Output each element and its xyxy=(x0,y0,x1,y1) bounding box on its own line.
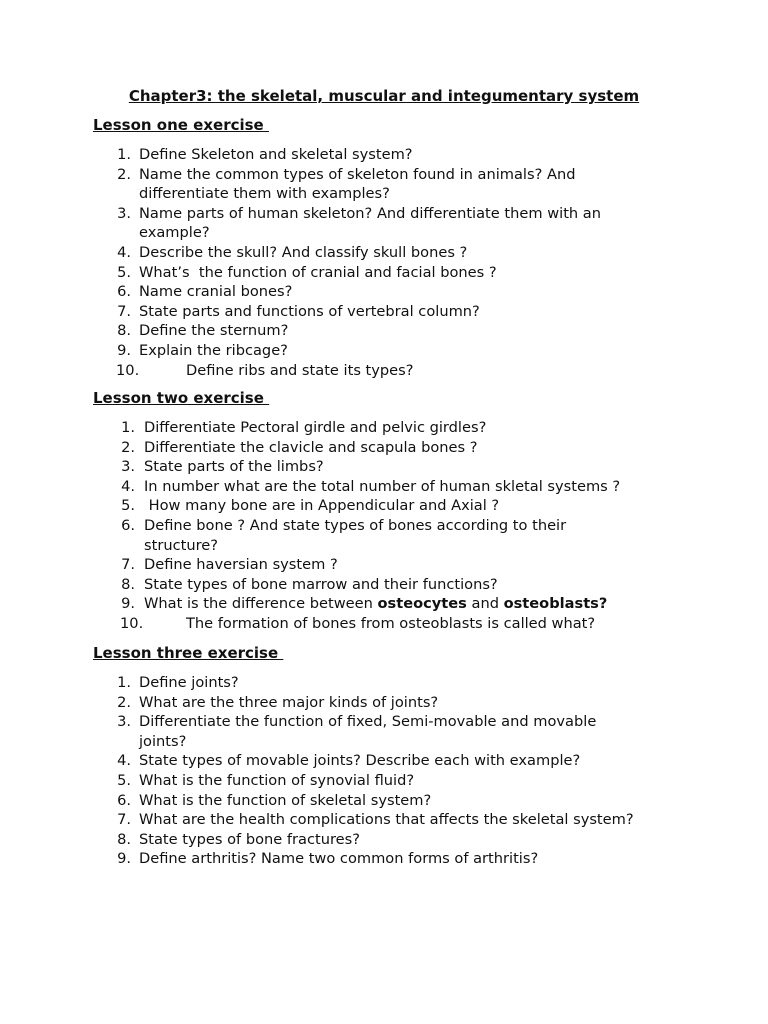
question-text: Define bone ? And state types of bones according to their structure? xyxy=(144,516,567,554)
item-number: 6. xyxy=(117,791,131,809)
list-item xyxy=(0,438,768,458)
list-item xyxy=(0,614,768,634)
list-item xyxy=(0,810,768,830)
item-number: 3. xyxy=(121,458,135,476)
question-text: Differentiate Pectoral girdle and pelvic girdles? xyxy=(144,419,487,436)
list-item xyxy=(0,165,768,204)
list-item xyxy=(0,791,768,811)
list-item xyxy=(0,243,768,263)
question-text: Define Skeleton and skeletal system? xyxy=(139,146,413,163)
question-text: Define joints? xyxy=(139,674,239,691)
list-item xyxy=(0,341,768,361)
list-item xyxy=(0,418,768,438)
item-number: 10. xyxy=(120,614,144,632)
list-item xyxy=(0,712,768,751)
item-number: 2. xyxy=(117,693,131,711)
question-text: How many bone are in Appendicular and Axial ? xyxy=(144,497,500,515)
question-text: State types of movable joints? Describe each with example? xyxy=(139,752,581,770)
lesson-one-questions xyxy=(0,145,768,380)
item-number: 3. xyxy=(117,204,131,222)
item-number: 4. xyxy=(117,243,131,261)
item-number: 8. xyxy=(121,575,135,593)
list-item xyxy=(0,575,768,595)
question-text: What is the function of skeletal system? xyxy=(139,791,432,809)
item-number: 3. xyxy=(117,713,131,731)
list-item xyxy=(0,282,768,302)
item-number: 9. xyxy=(117,850,131,868)
item-number: 10. xyxy=(116,361,140,379)
item-number: 1. xyxy=(117,146,131,163)
lesson-two-heading: Lesson two exercise xyxy=(93,389,270,407)
list-item xyxy=(0,555,768,575)
item-number: 7. xyxy=(117,811,131,829)
question-text: Explain the ribcage? xyxy=(139,341,288,359)
list-item xyxy=(0,321,768,341)
list-item xyxy=(0,496,768,516)
question-text: State types of bone marrow and their functions? xyxy=(144,575,498,593)
lesson-three-heading: Lesson three exercise xyxy=(93,644,284,662)
item-number: 9. xyxy=(117,341,131,359)
question-text-part: What is the difference between xyxy=(144,595,378,613)
question-text: Differentiate the clavicle and scapula bones ? xyxy=(144,438,478,456)
question-text: Define ribs and state its types? xyxy=(186,361,414,379)
question-text: Describe the skull? And classify skull bones ? xyxy=(139,243,468,261)
question-text: State parts of the limbs? xyxy=(144,458,324,476)
item-number: 4. xyxy=(121,477,135,495)
question-text: State types of bone fractures? xyxy=(139,830,360,848)
question-text xyxy=(144,594,684,614)
question-text: The formation of bones from osteoblasts is called what? xyxy=(186,614,596,632)
question-text: Define the sternum? xyxy=(139,322,289,340)
lesson-two-questions xyxy=(0,418,768,634)
item-number: 6. xyxy=(121,516,135,534)
list-item xyxy=(0,204,768,243)
bold-term-osteoblasts: osteoblasts? xyxy=(503,595,608,613)
question-text: What’s the function of cranial and facial bones ? xyxy=(139,263,497,281)
question-text-part: and xyxy=(466,595,504,613)
item-number: 1. xyxy=(121,419,135,436)
item-number: 4. xyxy=(117,752,131,770)
list-item xyxy=(0,516,768,555)
item-number: 7. xyxy=(117,302,131,320)
item-number: 5. xyxy=(117,771,131,789)
question-text: State parts and functions of vertebral column? xyxy=(139,302,480,320)
page-title: Chapter3: the skeletal, muscular and integumentary system xyxy=(128,87,640,105)
list-item xyxy=(0,751,768,771)
item-number: 1. xyxy=(117,674,131,691)
question-text: What are the three major kinds of joints? xyxy=(139,693,439,711)
question-text: What is the function of synovial fluid? xyxy=(139,771,415,789)
question-text: Name parts of human skeleton? And differentiate them with an example? xyxy=(139,204,601,242)
list-item xyxy=(0,457,768,477)
list-item xyxy=(0,361,768,381)
list-item xyxy=(0,302,768,322)
list-item xyxy=(0,145,768,165)
list-item xyxy=(0,477,768,497)
item-number: 6. xyxy=(117,283,131,301)
question-text: Define arthritis? Name two common forms of arthritis? xyxy=(139,850,539,868)
list-item xyxy=(0,693,768,713)
list-item xyxy=(0,594,768,614)
question-text: Differentiate the function of fixed, Semi-movable and movable joints? xyxy=(139,713,597,750)
item-number: 7. xyxy=(121,556,135,574)
question-text: Define haversian system ? xyxy=(144,556,338,574)
list-item xyxy=(0,263,768,283)
lesson-three-questions xyxy=(0,673,768,869)
item-number: 2. xyxy=(117,165,131,183)
item-number: 9. xyxy=(121,595,135,613)
item-number: 5. xyxy=(121,497,135,515)
question-text: In number what are the total number of human skletal systems ? xyxy=(144,477,621,495)
list-item xyxy=(0,673,768,693)
question-text: Name the common types of skeleton found in animals? And differentiate them with examples? xyxy=(139,165,576,203)
bold-term-osteocytes: osteocytes xyxy=(377,595,467,613)
list-item xyxy=(0,771,768,791)
item-number: 5. xyxy=(117,263,131,281)
question-text: What are the health complications that affects the skeletal system? xyxy=(139,811,634,829)
item-number: 2. xyxy=(121,438,135,456)
item-number: 8. xyxy=(117,830,131,848)
lesson-one-heading: Lesson one exercise xyxy=(93,116,269,134)
item-number: 8. xyxy=(117,322,131,340)
list-item xyxy=(0,830,768,850)
question-text: Name cranial bones? xyxy=(139,283,293,301)
list-item xyxy=(0,849,768,869)
